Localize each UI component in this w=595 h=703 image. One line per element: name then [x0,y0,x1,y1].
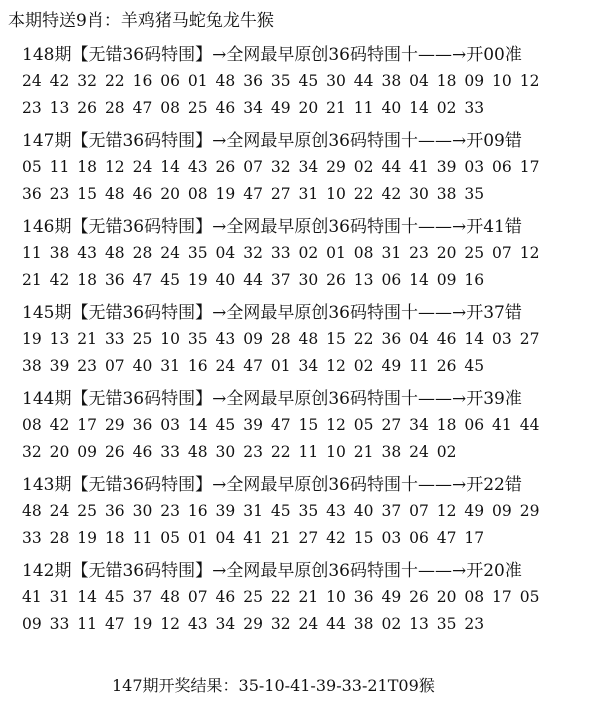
period-title: 142期【无错36码特围】→全网最早原创36码特围十——→开20准 [22,561,522,581]
number-row: 19 13 21 33 25 10 35 43 09 28 48 15 22 36 04 46 14 03 27 [22,330,540,348]
number-row: 24 42 32 22 16 06 01 48 36 35 45 30 44 38 04 18 09 10 12 [22,72,540,90]
number-row: 33 28 19 18 11 05 01 04 41 21 27 42 15 03 06 47 17 [22,529,485,547]
number-row: 48 24 25 36 30 23 16 39 31 45 35 43 40 37 07 12 49 09 29 [22,502,540,520]
number-row: 36 23 15 48 46 20 08 19 47 27 31 10 22 42 30 38 35 [22,185,485,203]
period-title: 148期【无错36码特围】→全网最早原创36码特围十——→开00准 [22,45,522,65]
number-row: 21 42 18 36 47 45 19 40 44 37 30 26 13 06 14 09 16 [22,271,485,289]
draw-result-footer: 147期开奖结果：35-10-41-39-33-21T09猴 [112,676,435,695]
number-row: 09 33 11 47 19 12 43 34 29 32 24 44 38 02 13 35 23 [22,615,485,633]
period-block-148 [22,44,592,125]
period-title: 146期【无错36码特围】→全网最早原创36码特围十——→开41错 [22,217,522,237]
period-block-143 [22,474,592,555]
number-row: 11 38 43 48 28 24 35 04 32 33 02 01 08 31 23 20 25 07 12 [22,244,540,262]
period-block-142 [22,560,592,641]
headline-zodiac-tip: 本期特送9肖：羊鸡猪马蛇兔龙牛猴 [8,11,274,31]
number-row: 23 13 26 28 47 08 25 46 34 49 20 21 11 40 14 02 33 [22,99,485,117]
number-row: 41 31 14 45 37 48 07 46 25 22 21 10 36 49 26 20 08 17 05 [22,588,540,606]
number-row: 05 11 18 12 24 14 43 26 07 32 34 29 02 44 41 39 03 06 17 [22,158,540,176]
period-block-146 [22,216,592,297]
number-row: 08 42 17 29 36 03 14 45 39 47 15 12 05 27 34 18 06 41 44 [22,416,540,434]
period-title: 144期【无错36码特围】→全网最早原创36码特围十——→开39准 [22,389,522,409]
period-block-145 [22,302,592,383]
number-row: 38 39 23 07 40 31 16 24 47 01 34 12 02 49 11 26 45 [22,357,485,375]
period-title: 143期【无错36码特围】→全网最早原创36码特围十——→开22错 [22,475,522,495]
period-title: 145期【无错36码特围】→全网最早原创36码特围十——→开37错 [22,303,522,323]
number-row: 32 20 09 26 46 33 48 30 23 22 11 10 21 38 24 02 [22,443,457,461]
period-block-144 [22,388,592,469]
period-title: 147期【无错36码特围】→全网最早原创36码特围十——→开09错 [22,131,522,151]
period-block-147 [22,130,592,211]
